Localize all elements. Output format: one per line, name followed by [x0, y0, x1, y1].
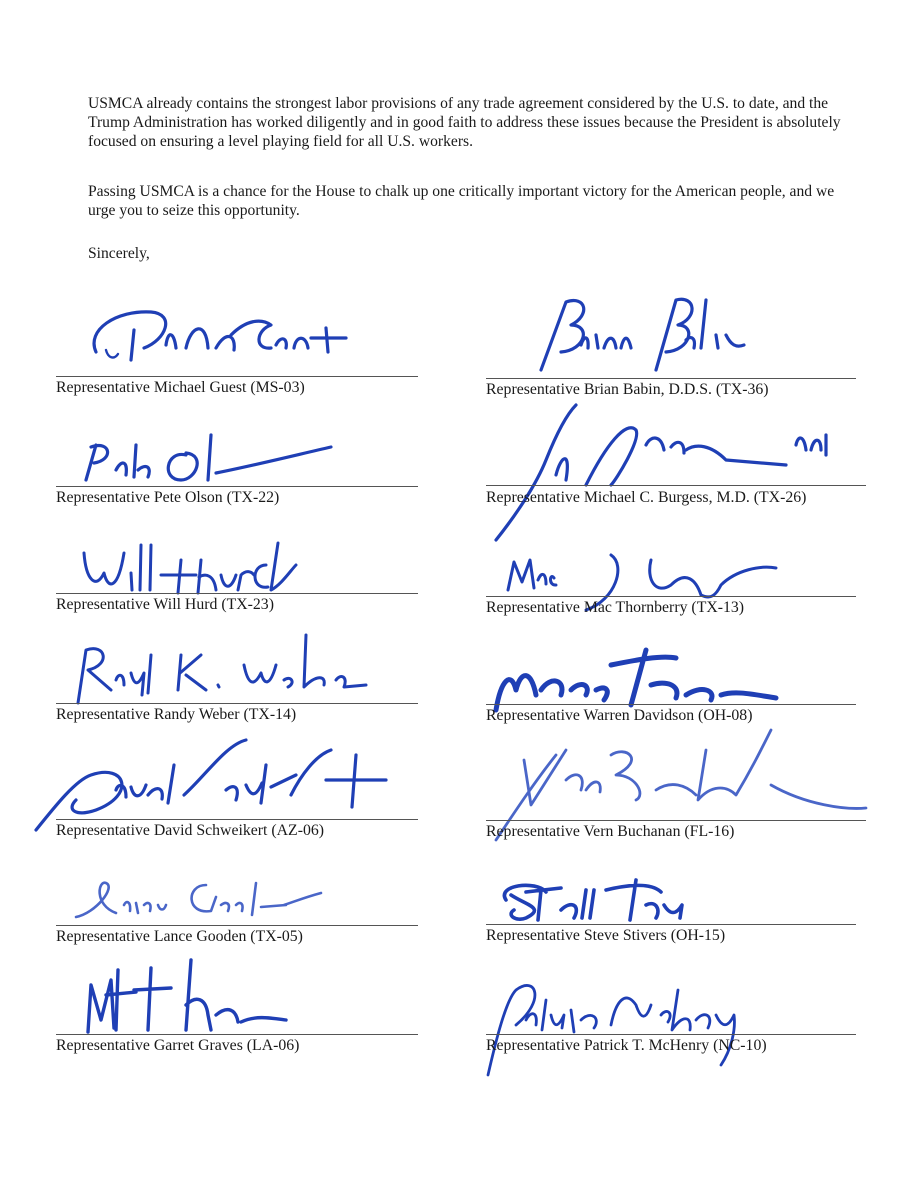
signature-guest: [56, 290, 418, 380]
signatory-label: Representative Lance Gooden (TX-05): [56, 928, 303, 945]
signature-block-weber: [56, 625, 418, 735]
signature-block-hurd: [56, 535, 418, 625]
letter-paragraph-passing-usmca: Passing USMCA is a chance for the House to chalk up one critically important victory for the American people, and we urge you to seize this opportunity.: [88, 183, 835, 219]
letter-paragraph-labor-provisions: USMCA already contains the strongest labor provisions of any trade agreement considered by the U.S. to date, and the Trump Administration has worked diligently and in good faith to address these issues because the President is absolutely focused on ensuring a level playing field for all U.S. workers.: [88, 95, 841, 150]
signatory-label: Representative Mac Thornberry (TX-13): [486, 599, 745, 616]
signatory-label: Representative Warren Davidson (OH-08): [486, 707, 753, 724]
signature-block-guest: [56, 290, 418, 400]
signature-block-mchenry: [486, 970, 856, 1080]
signature-gooden: [56, 875, 418, 930]
signature-weber: [56, 625, 418, 705]
signature-block-thornberry: [486, 540, 856, 630]
letter-closing: Sincerely,: [88, 245, 150, 262]
signatory-label: Representative Patrick T. McHenry (NC-10): [486, 1037, 767, 1054]
signature-block-babin: [486, 290, 856, 400]
signature-stivers: [486, 870, 856, 930]
signature-mchenry: [486, 970, 856, 1070]
signatory-label: Representative Garret Graves (LA-06): [56, 1037, 300, 1054]
signature-block-gooden: [56, 875, 418, 965]
signatory-label: Representative Pete Olson (TX-22): [56, 489, 280, 506]
signature-block-graves: [56, 960, 418, 1070]
signatory-label: Representative Will Hurd (TX-23): [56, 596, 274, 613]
signature-block-buchanan: [486, 730, 866, 850]
signature-olson: [56, 425, 418, 490]
signature-hurd: [56, 535, 418, 597]
signature-block-stivers: [486, 870, 856, 960]
signatory-label: Representative Vern Buchanan (FL-16): [486, 823, 735, 840]
signatory-label: Representative Michael C. Burgess, M.D. (TX-26): [486, 489, 807, 506]
signatory-label: Representative Randy Weber (TX-14): [56, 706, 297, 723]
signatory-label: Representative Steve Stivers (OH-15): [486, 927, 726, 944]
signature-buchanan: [486, 730, 876, 830]
signature-schweikert: [56, 735, 418, 835]
signature-graves: [56, 960, 418, 1040]
signature-burgess: [486, 405, 866, 530]
signature-babin: [486, 290, 856, 380]
signatory-label: Representative Michael Guest (MS-03): [56, 379, 305, 396]
signature-block-olson: [56, 425, 418, 515]
signature-block-schweikert: [56, 735, 418, 845]
signatory-label: Representative David Schweikert (AZ-06): [56, 822, 325, 839]
signature-block-burgess: [486, 405, 866, 525]
signatory-label: Representative Brian Babin, D.D.S. (TX-36): [486, 381, 769, 398]
